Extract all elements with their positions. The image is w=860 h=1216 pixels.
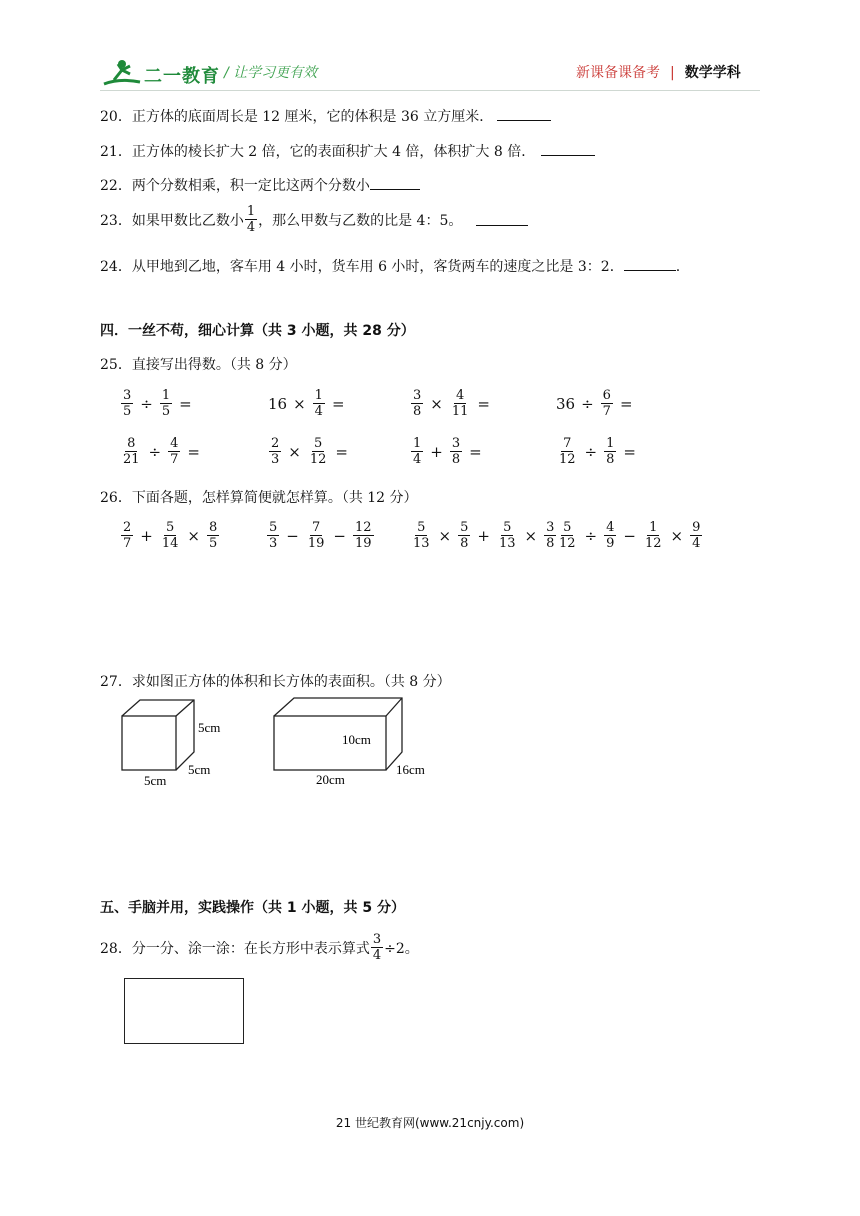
fraction bbox=[411, 520, 432, 551]
operator: + bbox=[477, 526, 490, 545]
fraction bbox=[604, 436, 616, 467]
denominator: 8 bbox=[546, 536, 555, 551]
numerator: 6 bbox=[602, 388, 611, 403]
cube-width-label: 5cm bbox=[144, 773, 167, 788]
operator: + bbox=[430, 442, 443, 461]
header-subject: 数学学科 bbox=[684, 65, 741, 81]
q26-expr-1 bbox=[120, 520, 220, 551]
fraction bbox=[269, 436, 281, 467]
equals-sign: = bbox=[187, 442, 200, 461]
operator: × bbox=[524, 526, 538, 545]
denominator: 14 bbox=[161, 536, 179, 551]
cuboid-depth-label: 16cm bbox=[396, 762, 425, 777]
fraction bbox=[353, 520, 374, 551]
fraction bbox=[557, 436, 578, 467]
denominator: 8 bbox=[460, 536, 469, 551]
denominator: 9 bbox=[606, 536, 615, 551]
operator: ÷ bbox=[148, 442, 162, 461]
denominator: 4 bbox=[314, 404, 323, 419]
question-22 bbox=[100, 175, 420, 195]
cube-depth-label: 5cm bbox=[188, 762, 211, 777]
denominator: 12 bbox=[559, 536, 576, 551]
numerator: 12 bbox=[354, 520, 372, 535]
numerator: 5 bbox=[563, 520, 572, 535]
cube-figure bbox=[122, 700, 194, 770]
numerator: 3 bbox=[451, 436, 461, 451]
numerator: 3 bbox=[123, 388, 132, 403]
numerator: 3 bbox=[372, 932, 382, 947]
equals-sign: = bbox=[331, 394, 345, 413]
fraction bbox=[601, 388, 613, 419]
question-28 bbox=[100, 932, 419, 963]
denominator: 5 bbox=[123, 404, 132, 419]
numerator: 5 bbox=[417, 520, 426, 535]
denominator: 12 bbox=[559, 452, 576, 467]
answer-blank-22[interactable] bbox=[370, 177, 420, 190]
denominator: 4 bbox=[413, 452, 422, 467]
denominator: 4 bbox=[246, 220, 256, 235]
numerator: 7 bbox=[311, 520, 321, 535]
equals-sign: = bbox=[469, 442, 482, 461]
drawing-rectangle[interactable] bbox=[124, 978, 244, 1044]
denominator: 8 bbox=[451, 452, 461, 467]
denominator: 5 bbox=[161, 404, 171, 419]
operator: × bbox=[293, 394, 306, 413]
numerator: 1 bbox=[314, 388, 323, 403]
numerator: 8 bbox=[127, 436, 136, 451]
header-right bbox=[576, 62, 741, 82]
operator: − bbox=[286, 526, 299, 545]
operator: − bbox=[623, 526, 636, 545]
equals-sign: = bbox=[477, 394, 490, 413]
q25-expr-2 bbox=[268, 388, 347, 419]
numerator: 3 bbox=[413, 388, 422, 403]
fraction bbox=[207, 520, 219, 551]
q25-expr-6 bbox=[268, 436, 350, 467]
denominator: 21 bbox=[123, 452, 140, 467]
denominator: 8 bbox=[413, 404, 422, 419]
cuboid-width-label: 20cm bbox=[316, 772, 345, 787]
question-24 bbox=[100, 256, 680, 276]
operator: ÷ bbox=[584, 526, 598, 545]
question-23-text-post: ，那么甲数与乙数的比是 4：5。 bbox=[258, 212, 463, 229]
fraction bbox=[267, 520, 279, 551]
operator: + bbox=[140, 526, 153, 545]
numerator: 2 bbox=[271, 436, 280, 451]
question-28-text-pre: 28．分一分、涂一涂：在长方形中表示算式 bbox=[100, 940, 370, 957]
fraction bbox=[168, 436, 180, 467]
fraction bbox=[306, 520, 327, 551]
fraction bbox=[308, 436, 329, 467]
numerator: 1 bbox=[649, 520, 658, 535]
denominator: 7 bbox=[170, 452, 179, 467]
q26-expr-4 bbox=[556, 520, 703, 551]
numerator: 3 bbox=[546, 520, 555, 535]
question-24-text: 24．从甲地到乙地，客车用 4 小时，货车用 6 小时，客货两车的速度之比是 3：2． bbox=[100, 259, 624, 275]
denominator: 13 bbox=[498, 536, 516, 551]
denominator: 19 bbox=[307, 536, 325, 551]
fraction bbox=[121, 520, 133, 551]
denominator: 7 bbox=[602, 404, 611, 419]
numerator: 8 bbox=[208, 520, 218, 535]
denominator: 13 bbox=[413, 536, 430, 551]
question-23-text-pre: 23．如果甲数比乙数小 bbox=[100, 212, 244, 229]
q25-expr-7 bbox=[410, 436, 484, 467]
question-21-text: 21．正方体的棱长扩大 2 倍，它的表面积扩大 4 倍，体积扩大 8 倍． bbox=[100, 144, 536, 160]
denominator: 4 bbox=[692, 536, 701, 551]
denominator: 8 bbox=[606, 452, 615, 467]
numerator: 1 bbox=[246, 204, 256, 219]
fraction bbox=[450, 388, 471, 419]
q25-expr-3 bbox=[410, 388, 492, 419]
cuboid-figure bbox=[274, 698, 402, 770]
fraction bbox=[643, 520, 664, 551]
equals-sign: = bbox=[335, 442, 348, 461]
cuboid-height-label: 10cm bbox=[342, 732, 371, 747]
denominator: 11 bbox=[451, 404, 469, 419]
fraction bbox=[557, 520, 578, 551]
question-26: 26．下面各题，怎样算简便就怎样算。（共 12 分） bbox=[100, 490, 418, 506]
operator: − bbox=[333, 526, 346, 545]
question-27: 27．求如图正方体的体积和长方体的表面积。（共 8 分） bbox=[100, 674, 451, 690]
operator: ÷ bbox=[581, 394, 594, 413]
fraction bbox=[121, 388, 133, 419]
header-divider bbox=[100, 90, 760, 91]
q25-expr-4 bbox=[556, 388, 635, 419]
numerator: 4 bbox=[455, 388, 465, 403]
operator: × bbox=[187, 526, 200, 545]
numerator: 5 bbox=[269, 520, 278, 535]
numerator: 1 bbox=[606, 436, 615, 451]
question-20-text: 20．正方体的底面周长是 12 厘米，它的体积是 36 立方厘米． bbox=[100, 109, 494, 125]
section-4-title: 四．一丝不苟，细心计算（共 3 小题，共 28 分） bbox=[100, 323, 415, 339]
logo-text: 二一教育 bbox=[144, 66, 220, 87]
fraction bbox=[690, 520, 702, 551]
denominator: 12 bbox=[644, 536, 662, 551]
numerator: 5 bbox=[503, 520, 512, 535]
question-20 bbox=[100, 106, 551, 126]
equals-sign: = bbox=[623, 442, 636, 461]
q26-expr-3 bbox=[410, 520, 557, 551]
operator: × bbox=[438, 526, 452, 545]
answer-blank-23[interactable] bbox=[476, 213, 528, 226]
numerator: 4 bbox=[170, 436, 179, 451]
q25-expr-8 bbox=[556, 436, 638, 467]
question-23 bbox=[100, 204, 528, 235]
operator: × bbox=[288, 442, 301, 461]
section-5-title: 五、手脑并用，实践操作（共 1 小题，共 5 分） bbox=[100, 900, 405, 916]
numerator: 2 bbox=[123, 520, 132, 535]
header-separator: | bbox=[670, 65, 675, 81]
numerator: 7 bbox=[563, 436, 572, 451]
answer-blank-20[interactable] bbox=[497, 108, 551, 121]
fraction bbox=[160, 520, 181, 551]
denominator: 3 bbox=[269, 536, 278, 551]
denominator: 7 bbox=[123, 536, 132, 551]
header-slogan: / 让学习更有效 bbox=[224, 65, 318, 81]
equals-sign: = bbox=[619, 394, 633, 413]
page-footer: 21 世纪教育网(www.21cnjy.com) bbox=[335, 1116, 525, 1130]
numerator: 1 bbox=[161, 388, 171, 403]
numerator: 4 bbox=[606, 520, 615, 535]
question-22-text: 22．两个分数相乘，积一定比这两个分数小 bbox=[100, 178, 370, 194]
fraction bbox=[458, 520, 470, 551]
numerator: 5 bbox=[460, 520, 469, 535]
denominator: 3 bbox=[271, 452, 280, 467]
operator: ÷ bbox=[140, 394, 153, 413]
fraction bbox=[497, 520, 518, 551]
whole-number: 36 bbox=[556, 394, 576, 413]
numerator: 1 bbox=[413, 436, 422, 451]
fraction bbox=[604, 520, 616, 551]
operator: × bbox=[670, 526, 684, 545]
fraction bbox=[371, 932, 383, 963]
fraction bbox=[544, 520, 556, 551]
fraction bbox=[245, 204, 257, 235]
question-21 bbox=[100, 141, 595, 161]
fraction bbox=[450, 436, 462, 467]
numerator: 9 bbox=[692, 520, 701, 535]
q25-expr-1 bbox=[120, 388, 194, 419]
fraction bbox=[160, 388, 172, 419]
header-course-label: 新课备课备考 bbox=[576, 65, 660, 81]
figure-27 bbox=[110, 694, 450, 794]
answer-blank-24[interactable] bbox=[624, 258, 676, 271]
q25-expr-5 bbox=[120, 436, 202, 467]
question-25: 25．直接写出得数。（共 8 分） bbox=[100, 357, 297, 373]
denominator: 5 bbox=[208, 536, 218, 551]
fraction bbox=[313, 388, 325, 419]
denominator: 19 bbox=[354, 536, 372, 551]
q26-expr-2 bbox=[266, 520, 375, 551]
operator: ÷ bbox=[584, 442, 598, 461]
answer-blank-21[interactable] bbox=[541, 143, 595, 156]
numerator: 5 bbox=[313, 436, 323, 451]
operator: × bbox=[430, 394, 443, 413]
fraction bbox=[411, 388, 423, 419]
denominator: 12 bbox=[309, 452, 327, 467]
question-24-tail: . bbox=[675, 259, 681, 275]
equals-sign: = bbox=[179, 394, 192, 413]
numerator: 5 bbox=[165, 520, 175, 535]
question-28-text-post: ÷2。 bbox=[384, 940, 419, 957]
cube-height-label: 5cm bbox=[198, 720, 221, 735]
denominator: 4 bbox=[372, 948, 382, 963]
fraction bbox=[121, 436, 142, 467]
whole-number: 16 bbox=[268, 394, 288, 413]
fraction bbox=[411, 436, 423, 467]
